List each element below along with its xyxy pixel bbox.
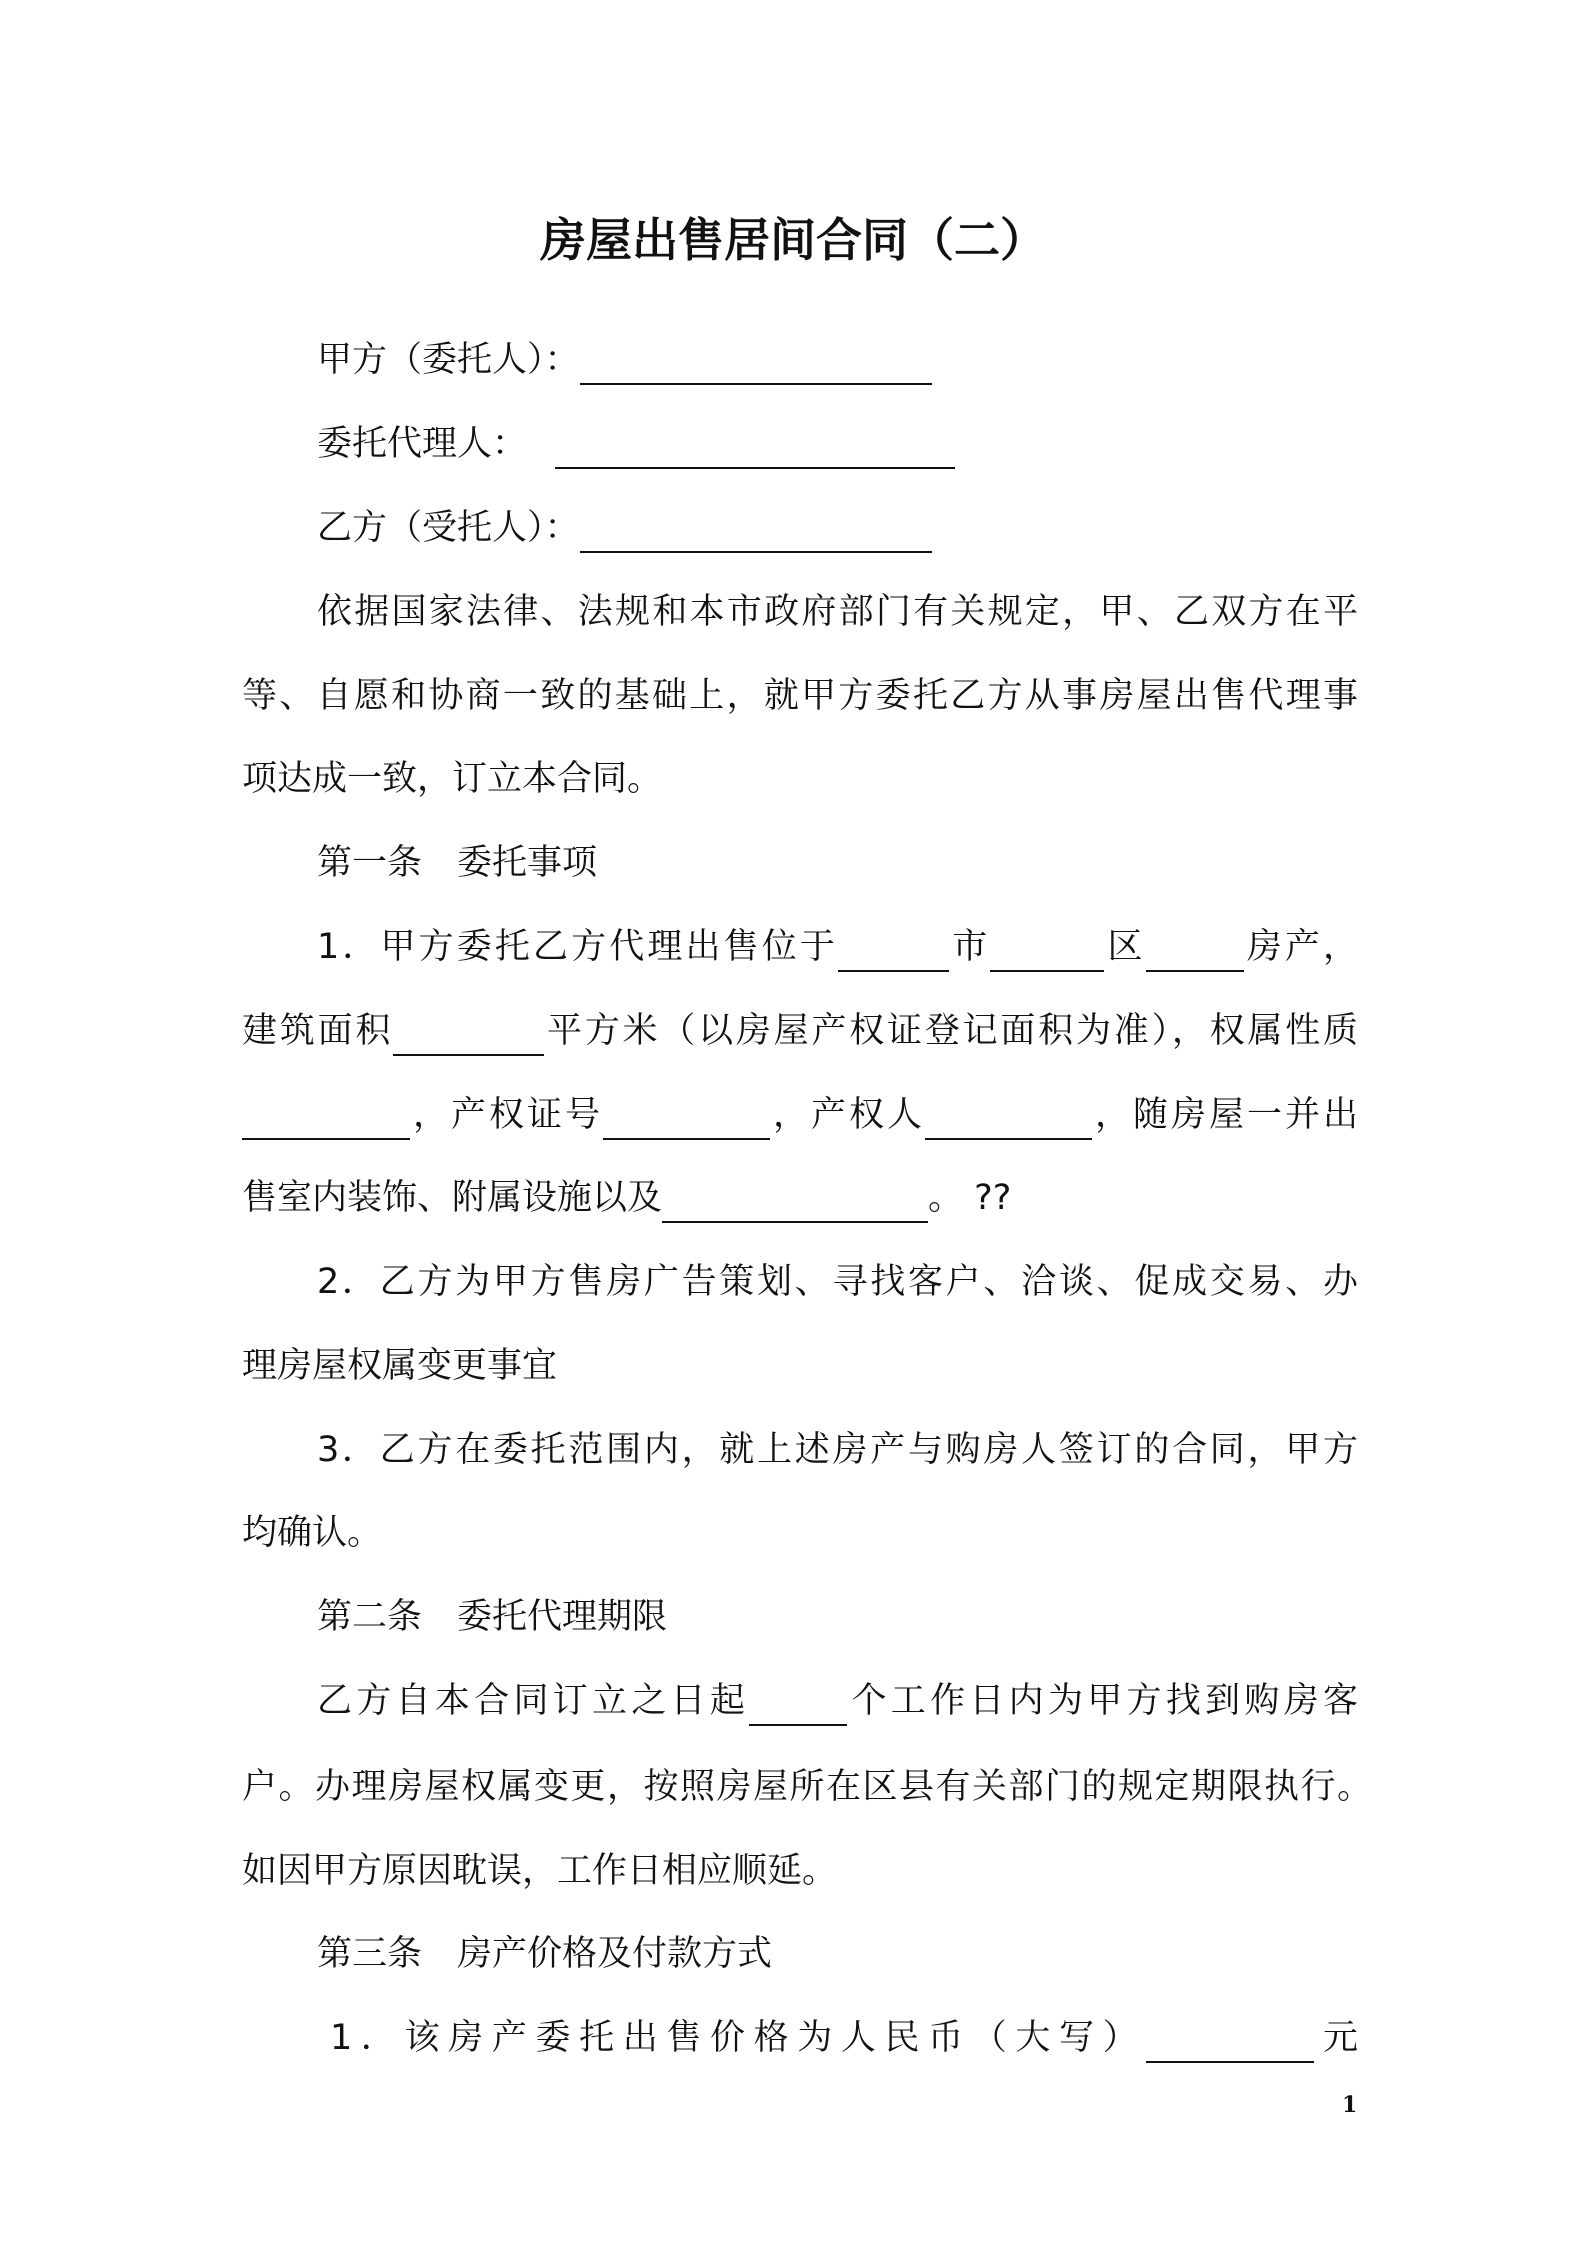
district-blank — [990, 930, 1104, 972]
text: 售室内装饰、附属设施以及 — [242, 1178, 663, 1218]
text: ，产权证号 — [410, 1095, 603, 1135]
agent-label: 委托代理人： — [317, 424, 528, 464]
article-2-heading: 第二条 委托代理期限 — [317, 1597, 668, 1637]
owner-blank — [925, 1098, 1092, 1140]
text: 1．甲方委托乙方代理出售位于 — [317, 927, 839, 967]
paragraph-line — [330, 2013, 1358, 2063]
party-b-label: 乙方（受托人）： — [317, 508, 580, 548]
text: 乙方自本合同订立之日起 — [317, 1681, 750, 1721]
article-3-heading: 第三条 房产价格及付款方式 — [317, 1934, 773, 1974]
property-blank — [1146, 930, 1244, 972]
paragraph-line: 依据国家法律、法规和本市政府部门有关规定，甲、乙双方在平 — [317, 592, 1358, 632]
ownership-type-blank — [242, 1098, 410, 1140]
text: 建筑面积 — [242, 1011, 394, 1051]
text: ，随房屋一并出 — [1092, 1095, 1358, 1135]
text: 元 — [1314, 2018, 1358, 2058]
workdays-blank — [749, 1684, 847, 1726]
party-b-line — [317, 503, 1358, 553]
party-a-label: 甲方（委托人）： — [317, 340, 580, 380]
certificate-number-blank — [603, 1098, 770, 1140]
text: 房产， — [1243, 927, 1358, 967]
city-blank — [838, 930, 949, 972]
party-b-blank — [580, 511, 932, 553]
text: ，产权人 — [770, 1095, 925, 1135]
paragraph-line — [317, 922, 1358, 972]
area-blank — [393, 1014, 544, 1056]
party-a-line — [317, 335, 1358, 385]
paragraph-line: 3．乙方在委托范围内，就上述房产与购房人签订的合同，甲方 — [317, 1430, 1358, 1470]
text: 。 ?? — [928, 1178, 1012, 1218]
paragraph-line — [317, 1676, 1358, 1726]
text: 个工作日内为甲方找到购房客 — [847, 1681, 1358, 1721]
fixtures-blank — [662, 1181, 928, 1223]
page-number: 1 — [1342, 2092, 1358, 2118]
paragraph-line: 理房屋权属变更事宜 — [242, 1346, 558, 1386]
agent-line — [317, 419, 1358, 469]
paragraph-line: 如因甲方原因耽误，工作日相应顺延。 — [242, 1851, 838, 1891]
text: 市 — [949, 927, 991, 967]
text: 1．该房产委托出售价格为人民币（大写） — [330, 2018, 1147, 2058]
paragraph-line — [242, 1006, 1358, 1056]
paragraph-line — [242, 1173, 1358, 1223]
paragraph-line: 均确认。 — [242, 1513, 383, 1553]
paragraph-line: 等、自愿和协商一致的基础上，就甲方委托乙方从事房屋出售代理事 — [242, 676, 1358, 716]
text: 平方米（以房屋产权证登记面积为准），权属性质 — [544, 1011, 1358, 1051]
text: 区 — [1104, 927, 1146, 967]
party-a-blank — [580, 343, 932, 385]
price-blank — [1146, 2021, 1314, 2063]
paragraph-line — [242, 1090, 1358, 1140]
paragraph-line: 2．乙方为甲方售房广告策划、寻找客户、洽谈、促成交易、办 — [317, 1262, 1358, 1302]
paragraph-line: 户。办理房屋权属变更，按照房屋所在区县有关部门的规定期限执行。 — [242, 1767, 1372, 1807]
article-1-heading: 第一条 委托事项 — [317, 843, 598, 883]
document-title: 房屋出售居间合同（二） — [540, 213, 1046, 267]
paragraph-line: 项达成一致，订立本合同。 — [242, 759, 663, 799]
agent-blank — [555, 427, 955, 469]
